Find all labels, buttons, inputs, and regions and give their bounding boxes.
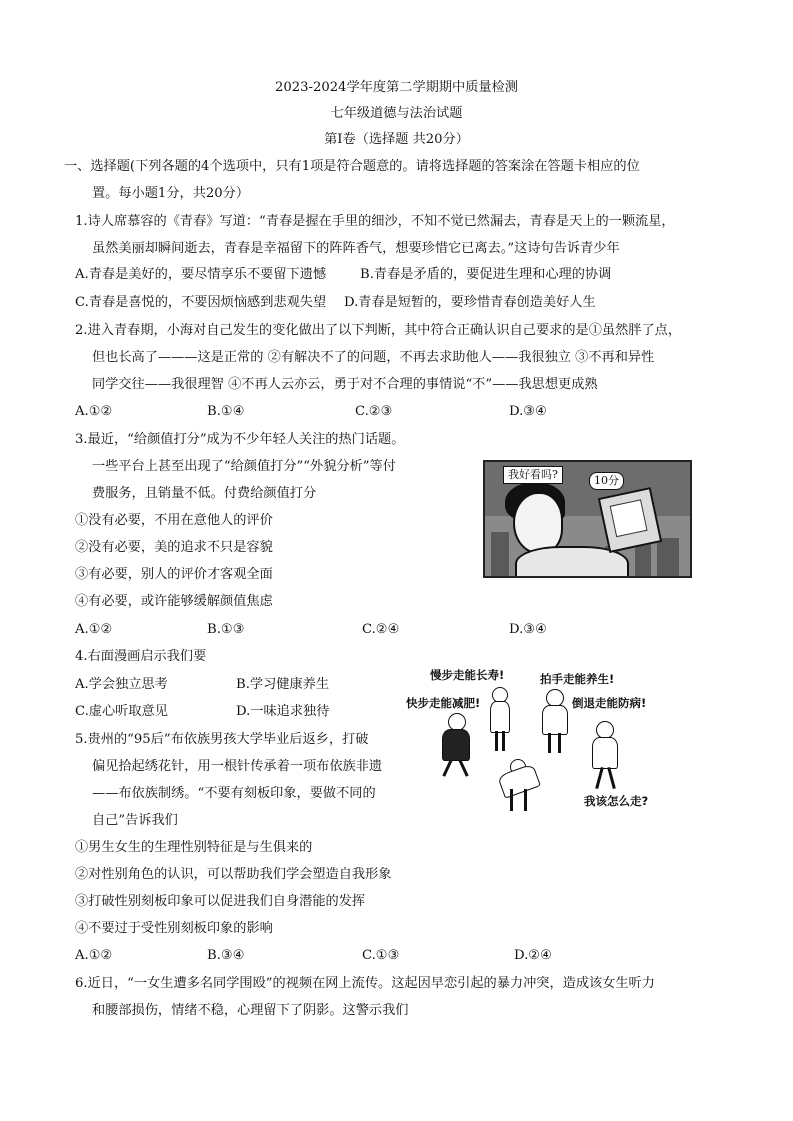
comic-label-fast-walk: 快步走能减肥! xyxy=(406,696,481,710)
q3-option-d: D.③④ xyxy=(509,622,547,637)
q1-option-d: D.青春是短暂的，要珍惜青春创造美好人生 xyxy=(344,295,596,310)
section-title: 第Ⅰ卷（选择题 共20分） xyxy=(324,132,469,147)
q5-stem-line2: 偏见拾起绣花针，用一根针传承着一项布依族非遗 xyxy=(92,759,383,774)
q1-option-c: C.青春是喜悦的，不要因烦恼感到悲观失望 xyxy=(75,295,327,310)
q3-item-1: ①没有必要，不用在意他人的评价 xyxy=(75,513,273,528)
q5-item-3: ③打破性别刻板印象可以促进我们自身潜能的发挥 xyxy=(75,894,366,909)
exam-title: 2023-2024学年度第二学期期中质量检测 xyxy=(274,80,518,95)
q5-option-b: B.③④ xyxy=(207,948,245,963)
q4-option-b: B.学习健康养生 xyxy=(236,677,330,692)
q5-option-c: C.①③ xyxy=(362,948,400,963)
q3-comic-image xyxy=(483,460,692,578)
comic-label-clap-walk: 拍手走能养生! xyxy=(540,672,615,686)
q3-item-3: ③有必要，别人的评价才客观全面 xyxy=(75,567,273,582)
q3-stem-line3: 费服务，且销量不低。付费给颜值打分 xyxy=(92,486,317,501)
q4-stem: 4.右面漫画启示我们要 xyxy=(75,649,207,664)
q5-item-1: ①男生女生的生理性别特征是与生俱来的 xyxy=(75,840,313,855)
q3-item-4: ④有必要，或许能够缓解颜值焦虑 xyxy=(75,594,273,609)
comic-label-slow-walk: 慢步走能长寿! xyxy=(430,668,505,682)
q3-item-2: ②没有必要，美的追求不只是容貌 xyxy=(75,540,273,555)
q3-stem-line2: 一些平台上甚至出现了“给颜值打分”“外貌分析”等付 xyxy=(92,459,396,474)
q4-option-d: D.一味追求独待 xyxy=(236,704,330,719)
q1-stem-line2: 虽然美丽却瞬间逝去，青春是幸福留下的阵阵香气，想要珍惜它已离去。”这诗句告诉青少年 xyxy=(92,241,620,256)
q6-stem-line1: 6.近日，“一女生遭多名同学围殴”的视频在网上流传。这起因早恋引起的暴力冲突，造成该女生听力 xyxy=(75,976,655,991)
q2-stem-line2: 但也长高了———这是正常的 ②有解决不了的问题，不再去求助他人——我很独立 ③不再和异性 xyxy=(92,350,655,365)
q6-stem-line2: 和腰部损伤，情绪不稳，心理留下了阴影。这警示我们 xyxy=(92,1003,409,1018)
q3-option-b: B.①③ xyxy=(207,622,245,637)
q5-option-a: A.①② xyxy=(75,948,113,963)
section-instruction-line1: 一、选择题(下列各题的4个选项中，只有1项是符合题意的。请将选择题的答案涂在答题卡相应的位 xyxy=(64,159,640,174)
q1-option-b: B.青春是矛盾的，要促进生理和心理的协调 xyxy=(360,267,612,282)
q1-stem-line1: 1.诗人席慕容的《青春》写道：“青春是握在手里的细沙，不知不觉已然漏去，青春是天上的一颗流星， xyxy=(75,214,675,229)
q3-stem-line1: 3.最近，“给颜值打分”成为不少年轻人关注的热门话题。 xyxy=(75,432,405,447)
comic-label-backward-walk: 倒退走能防病! xyxy=(572,696,647,710)
q5-option-d: D.②④ xyxy=(514,948,552,963)
q5-item-2: ②对性别角色的认识，可以帮助我们学会塑造自我形象 xyxy=(75,867,392,882)
q2-option-c: C.②③ xyxy=(355,404,393,419)
comic-speech-bubble: 我好看吗? xyxy=(503,466,563,484)
comic-label-question: 我该怎么走? xyxy=(584,794,649,808)
comic-woman-face xyxy=(513,492,563,554)
q3-option-c: C.②④ xyxy=(362,622,400,637)
q5-stem-line3: ——布依族制绣。“不要有刻板印象，要做不同的 xyxy=(92,786,376,801)
q2-stem-line1: 2.进入青春期，小海对自己发生的变化做出了以下判断，其中符合正确认识自己要求的是①虽然胖了点， xyxy=(75,323,682,338)
q5-stem-line4: 自己”告诉我们 xyxy=(92,813,178,828)
q3-option-a: A.①② xyxy=(75,622,113,637)
q5-stem-line1: 5.贵州的“95后”布依族男孩大学毕业后返乡，打破 xyxy=(75,732,369,747)
q2-stem-line3: 同学交往——我很理智 ④不再人云亦云，勇于对不合理的事情说“不”——我思想更成熟 xyxy=(92,377,598,392)
q4-comic-image xyxy=(400,665,675,815)
q4-option-c: C.虚心听取意见 xyxy=(75,704,168,719)
q4-option-a: A.学会独立思考 xyxy=(75,677,168,692)
section-instruction-line2: 置。每小题1分，共20分） xyxy=(92,186,250,201)
exam-subtitle: 七年级道德与法治试题 xyxy=(330,106,463,121)
comic-phone-icon xyxy=(598,487,662,553)
q5-item-4: ④不要过于受性别刻板印象的影响 xyxy=(75,921,273,936)
comic-score-badge: 10分 xyxy=(589,472,624,490)
q2-option-a: A.①② xyxy=(75,404,113,419)
q2-option-d: D.③④ xyxy=(509,404,547,419)
q2-option-b: B.①④ xyxy=(207,404,245,419)
q1-option-a: A.青春是美好的，要尽情享乐不要留下遗憾 xyxy=(75,267,327,282)
